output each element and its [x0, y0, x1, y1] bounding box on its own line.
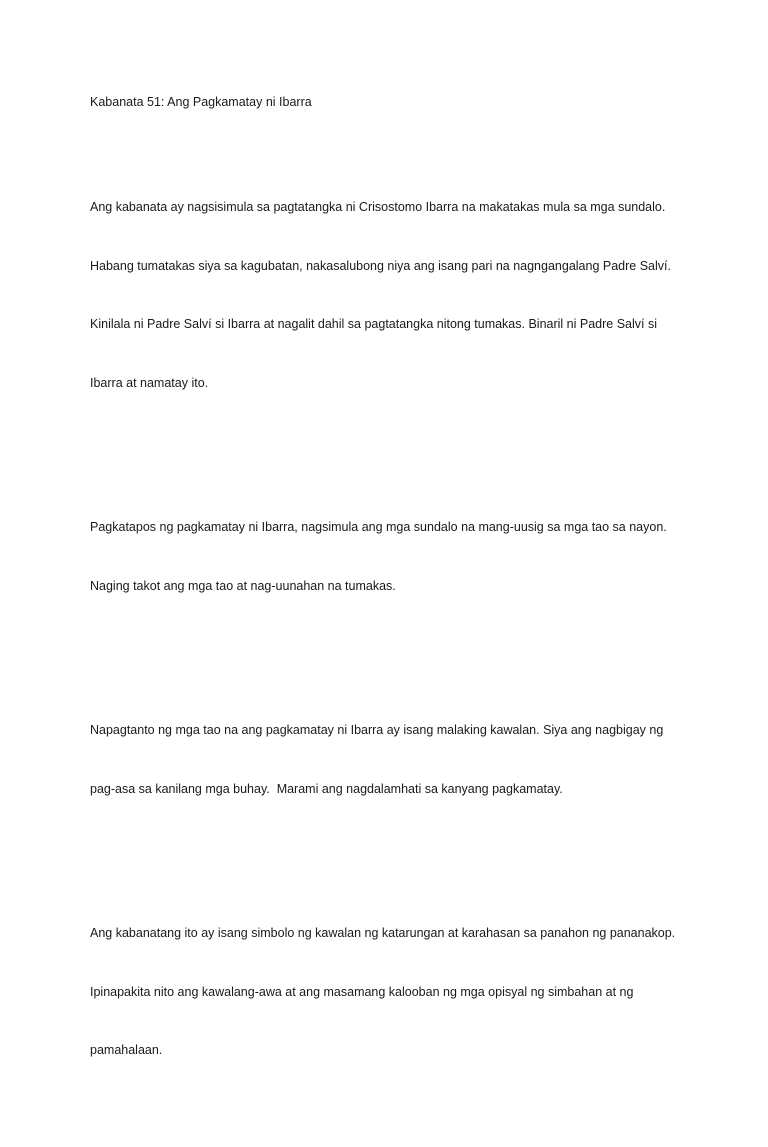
document-page: [90, 93, 690, 1147]
paragraph-line: Kinilala ni Padre Salví si Ibarra at nagalit dahil sa pagtatangka nitong tumakas. Binaril ni Padre Salví si: [90, 317, 657, 331]
paragraph-line: Napagtanto ng mga tao na ang pagkamatay ni Ibarra ay isang malaking kawalan. Siya ang nagbigay ng: [90, 723, 664, 737]
paragraph-line: pag-asa sa kanilang mga buhay. Marami ang nagdalamhati sa kanyang pagkamatay.: [90, 781, 563, 796]
paragraph-line: Ang kabanata ay nagsisimula sa pagtatangka ni Crisostomo Ibarra na makatakas mula sa mga sundalo.: [90, 200, 666, 214]
paragraph-line: Ang kabanatang ito ay isang simbolo ng kawalan ng katarungan at karahasan sa panahon ng pananakop.: [90, 926, 676, 940]
paragraph-4: [90, 885, 690, 1100]
paragraph-line: Ibarra at namatay ito.: [90, 375, 209, 390]
paragraph-line: Naging takot ang mga tao at nag-uunahan na tumakas.: [90, 578, 396, 593]
paragraph-3: [90, 682, 690, 838]
paragraph-line: Habang tumatakas siya sa kagubatan, nakasalubong niya ang isang pari na nagngangalang Padre Salví.: [90, 258, 671, 273]
paragraph-2: [90, 479, 690, 635]
paragraph-line: pamahalaan.: [90, 1043, 163, 1057]
paragraph-line: Ipinapakita nito ang kawalang-awa at ang masamang kalooban ng mga opisyal ng simbahan at ng: [90, 984, 634, 999]
paragraph-line: Pagkatapos ng pagkamatay ni Ibarra, nagsimula ang mga sundalo na mang-uusig sa mga tao sa nayon.: [90, 520, 667, 534]
document-title: Kabanata 51: Ang Pagkamatay ni Ibarra: [90, 95, 312, 109]
paragraph-1: [90, 159, 690, 432]
